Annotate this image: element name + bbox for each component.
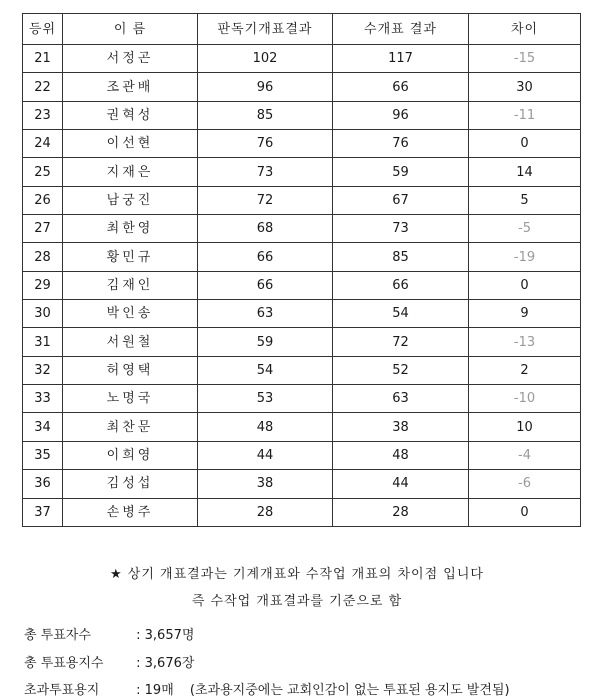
cell-machine-count: 72 [198,186,333,214]
cell-hand-count: 48 [333,441,469,469]
cell-difference: -13 [469,328,581,356]
stat-total-ballots-label: 총 투표용지수 [24,656,104,671]
table-row [23,328,581,356]
stat-excess-ballots-value: : 19매 [136,683,174,698]
cell-name: 서정곤 [63,45,198,73]
cell-machine-count: 48 [198,413,333,441]
table-row [23,300,581,328]
cell-difference: 30 [469,73,581,101]
cell-name: 손병주 [63,498,198,526]
cell-difference: -11 [469,101,581,129]
cell-hand-count: 72 [333,328,469,356]
stat-total-voters-label: 총 투표자수 [24,628,91,643]
cell-difference: 2 [469,356,581,384]
cell-name: 이선현 [63,130,198,158]
cell-difference: 0 [469,498,581,526]
cell-difference: -10 [469,385,581,413]
cell-difference: 0 [469,271,581,299]
cell-machine-count: 59 [198,328,333,356]
note-line-1: ★ 상기 개표결과는 기계개표와 수작업 개표의 차이점 입니다 [110,567,484,582]
cell-name: 조관배 [63,73,198,101]
cell-difference: -6 [469,470,581,498]
table-row [23,158,581,186]
cell-name: 서원철 [63,328,198,356]
cell-name: 김성섭 [63,470,198,498]
cell-machine-count: 68 [198,215,333,243]
cell-machine-count: 38 [198,470,333,498]
stat-excess-ballots [24,679,510,698]
cell-rank: 27 [23,215,63,243]
cell-difference: -15 [469,45,581,73]
cell-hand-count: 44 [333,470,469,498]
cell-name: 노명국 [63,385,198,413]
cell-name: 지재은 [63,158,198,186]
table-row [23,441,581,469]
cell-rank: 33 [23,385,63,413]
cell-rank: 35 [23,441,63,469]
header-hand-count: 수개표 결과 [333,14,469,45]
cell-name: 권혁성 [63,101,198,129]
table-row [23,243,581,271]
results-table [22,13,581,527]
header-machine-count: 판독기개표결과 [198,14,333,45]
cell-name: 남궁진 [63,186,198,214]
table-row [23,130,581,158]
table-row [23,45,581,73]
cell-hand-count: 54 [333,300,469,328]
cell-machine-count: 102 [198,45,333,73]
stat-total-voters [24,624,194,643]
table-row [23,498,581,526]
table-row [23,101,581,129]
cell-machine-count: 66 [198,271,333,299]
cell-machine-count: 66 [198,243,333,271]
stat-excess-ballots-label: 초과투표용지 [24,683,100,698]
cell-difference: -4 [469,441,581,469]
header-rank: 등위 [23,14,63,45]
cell-difference: 5 [469,186,581,214]
cell-rank: 23 [23,101,63,129]
cell-rank: 32 [23,356,63,384]
cell-difference: -19 [469,243,581,271]
cell-rank: 26 [23,186,63,214]
cell-name: 최찬문 [63,413,198,441]
table-row [23,470,581,498]
cell-difference: 0 [469,130,581,158]
stat-total-ballots [24,652,194,671]
cell-hand-count: 67 [333,186,469,214]
cell-hand-count: 96 [333,101,469,129]
cell-difference: 14 [469,158,581,186]
cell-machine-count: 28 [198,498,333,526]
cell-hand-count: 76 [333,130,469,158]
cell-machine-count: 73 [198,158,333,186]
cell-hand-count: 66 [333,271,469,299]
cell-rank: 22 [23,73,63,101]
table-row [23,271,581,299]
note-line-2: 즉 수작업 개표결과를 기준으로 함 [191,594,403,609]
cell-hand-count: 66 [333,73,469,101]
header-difference: 차이 [469,14,581,45]
cell-difference: 10 [469,413,581,441]
cell-machine-count: 54 [198,356,333,384]
cell-name: 김재인 [63,271,198,299]
table-row [23,356,581,384]
cell-machine-count: 76 [198,130,333,158]
cell-hand-count: 52 [333,356,469,384]
table-body [23,45,581,527]
cell-machine-count: 85 [198,101,333,129]
cell-name: 허영택 [63,356,198,384]
cell-machine-count: 44 [198,441,333,469]
cell-hand-count: 28 [333,498,469,526]
cell-rank: 28 [23,243,63,271]
cell-hand-count: 63 [333,385,469,413]
cell-hand-count: 38 [333,413,469,441]
stat-total-ballots-value: : 3,676장 [136,656,195,671]
cell-name: 박인송 [63,300,198,328]
cell-machine-count: 63 [198,300,333,328]
table-row [23,385,581,413]
table-row [23,73,581,101]
table-header-row [23,14,581,45]
cell-difference: 9 [469,300,581,328]
cell-rank: 31 [23,328,63,356]
cell-rank: 25 [23,158,63,186]
cell-rank: 34 [23,413,63,441]
cell-rank: 37 [23,498,63,526]
table-row [23,186,581,214]
cell-rank: 30 [23,300,63,328]
cell-name: 황민규 [63,243,198,271]
header-name: 이 름 [63,14,198,45]
cell-machine-count: 96 [198,73,333,101]
cell-name: 최한영 [63,215,198,243]
cell-rank: 24 [23,130,63,158]
cell-rank: 21 [23,45,63,73]
cell-name: 이희영 [63,441,198,469]
cell-difference: -5 [469,215,581,243]
stat-total-voters-value: : 3,657명 [136,628,195,643]
table-row [23,413,581,441]
cell-hand-count: 73 [333,215,469,243]
table-row [23,215,581,243]
cell-rank: 29 [23,271,63,299]
stat-excess-ballots-note: (초과용지중에는 교회인감이 없는 투표된 용지도 발견됨) [189,683,510,698]
cell-hand-count: 85 [333,243,469,271]
cell-machine-count: 53 [198,385,333,413]
cell-hand-count: 117 [333,45,469,73]
cell-rank: 36 [23,470,63,498]
cell-hand-count: 59 [333,158,469,186]
